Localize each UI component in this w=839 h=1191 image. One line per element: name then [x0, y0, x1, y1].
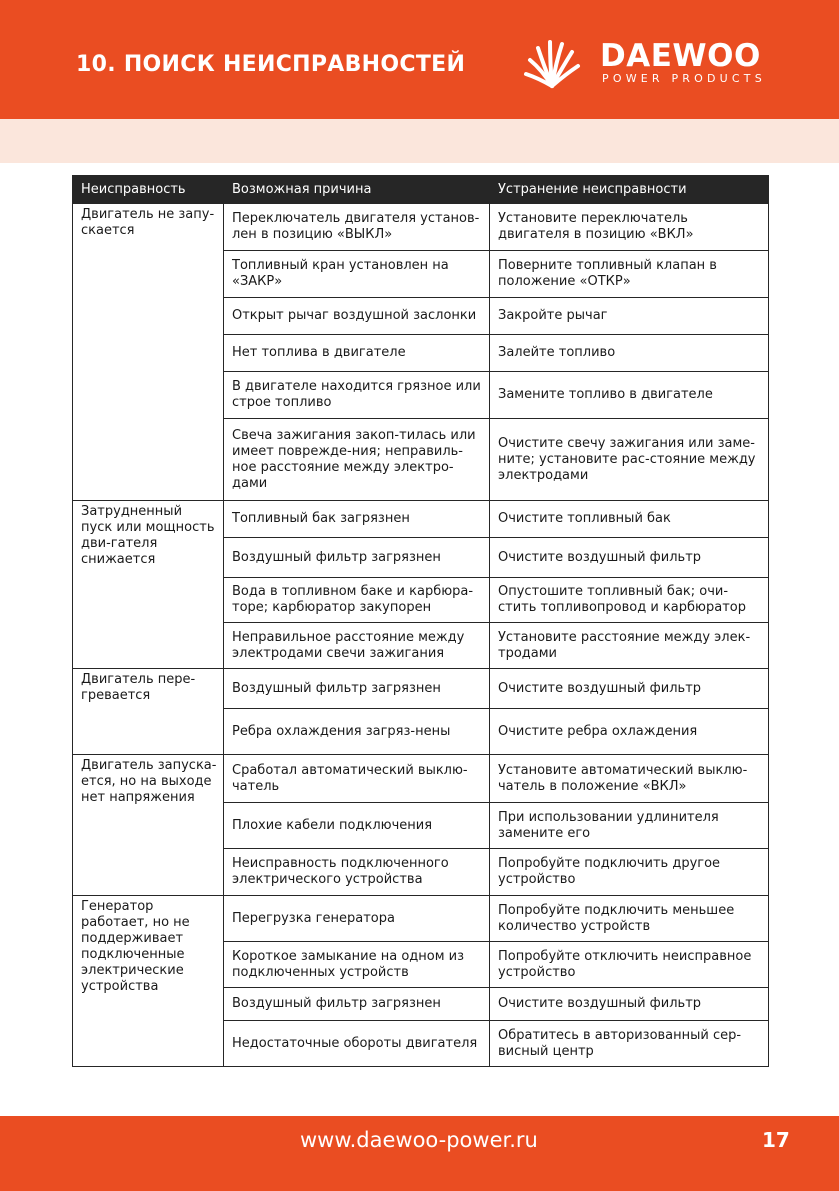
- cause-cell: Нет топлива в двигателе: [224, 335, 490, 372]
- cause-cell: Воздушный фильтр загрязнен: [224, 988, 490, 1021]
- fix-cell: Очистите воздушный фильтр: [490, 538, 769, 578]
- fix-cell: Очистите воздушный фильтр: [490, 669, 769, 709]
- fault-cell: Двигатель запуска-ется, но на выходе нет напряжения: [73, 755, 224, 896]
- cause-cell: Плохие кабели подключения: [224, 803, 490, 849]
- table-header-row: [73, 176, 769, 204]
- fix-cell: Очистите ребра охлаждения: [490, 709, 769, 755]
- fix-cell: Залейте топливо: [490, 335, 769, 372]
- fan-logo-icon: [520, 34, 584, 90]
- table-body: [73, 204, 769, 1067]
- fault-cell: Затрудненный пуск или мощность дви-гателя снижается: [73, 501, 224, 669]
- fix-cell: Обратитесь в авторизованный сер-висный центр: [490, 1021, 769, 1067]
- cause-cell: Свеча зажигания закоп-тилась или имеет поврежде-ния; неправиль-ное расстояние между электро-дами: [224, 419, 490, 501]
- cause-cell: Воздушный фильтр загрязнен: [224, 538, 490, 578]
- fix-cell: Очистите свечу зажигания или заме-ните; установите рас-стояние между электродами: [490, 419, 769, 501]
- page-header: [0, 0, 839, 119]
- table-row: [73, 501, 769, 538]
- cause-cell: Сработал автоматический выклю-чатель: [224, 755, 490, 803]
- table-row: [73, 669, 769, 709]
- column-header-cause: Возможная причина: [224, 176, 490, 204]
- column-header-fix: Устранение неисправности: [490, 176, 769, 204]
- table-row: [73, 204, 769, 251]
- page-title: 10. ПОИСК НЕИСПРАВНОСТЕЙ: [76, 52, 466, 77]
- fix-cell: Закройте рычаг: [490, 298, 769, 335]
- fix-cell: Очистите воздушный фильтр: [490, 988, 769, 1021]
- cause-cell: Перегрузка генератора: [224, 896, 490, 942]
- fix-cell: Попробуйте подключить меньшее количество устройств: [490, 896, 769, 942]
- cause-cell: В двигателе находится грязное или строе топливо: [224, 372, 490, 419]
- page-footer: [0, 1116, 839, 1191]
- fix-cell: Установите расстояние между элек-тродами: [490, 623, 769, 669]
- cause-cell: Воздушный фильтр загрязнен: [224, 669, 490, 709]
- fix-cell: При использовании удлинителя замените его: [490, 803, 769, 849]
- cause-cell: Переключатель двигателя установ-лен в позицию «ВЫКЛ»: [224, 204, 490, 251]
- cause-cell: Неисправность подключенного электрического устройства: [224, 849, 490, 896]
- cause-cell: Вода в топливном баке и карбюра-торе; карбюратор закупорен: [224, 578, 490, 623]
- cause-cell: Топливный кран установлен на «ЗАКР»: [224, 251, 490, 298]
- cause-cell: Недостаточные обороты двигателя: [224, 1021, 490, 1067]
- fault-cell: Двигатель пере-гревается: [73, 669, 224, 755]
- fix-cell: Установите автоматический выклю-чатель в положение «ВКЛ»: [490, 755, 769, 803]
- cause-cell: Неправильное расстояние между электродами свечи зажигания: [224, 623, 490, 669]
- cause-cell: Короткое замыкание на одном из подключенных устройств: [224, 942, 490, 988]
- fix-cell: Установите переключатель двигателя в позицию «ВКЛ»: [490, 204, 769, 251]
- daewoo-logo: [520, 34, 780, 94]
- website-url: www.daewoo-power.ru: [300, 1128, 538, 1152]
- table-row: [73, 755, 769, 803]
- header-band: [0, 119, 839, 163]
- fault-cell: Генератор работает, но не поддерживает подключенные электрические устройства: [73, 896, 224, 1067]
- cause-cell: Топливный бак загрязнен: [224, 501, 490, 538]
- cause-cell: Открыт рычаг воздушной заслонки: [224, 298, 490, 335]
- fault-cell: Двигатель не запу-скается: [73, 204, 224, 501]
- page-number: 17: [762, 1128, 790, 1152]
- fix-cell: Замените топливо в двигателе: [490, 372, 769, 419]
- table-row: [73, 896, 769, 942]
- fix-cell: Поверните топливный клапан в положение «ОТКР»: [490, 251, 769, 298]
- logo-subtitle: POWER PRODUCTS: [602, 72, 766, 85]
- cause-cell: Ребра охлаждения загряз-нены: [224, 709, 490, 755]
- fix-cell: Попробуйте подключить другое устройство: [490, 849, 769, 896]
- fix-cell: Попробуйте отключить неисправное устройство: [490, 942, 769, 988]
- column-header-fault: Неисправность: [73, 176, 224, 204]
- troubleshooting-table: [72, 175, 769, 1067]
- fix-cell: Опустошите топливный бак; очи-стить топливопровод и карбюратор: [490, 578, 769, 623]
- logo-wordmark: DAEWOO: [600, 38, 761, 74]
- fix-cell: Очистите топливный бак: [490, 501, 769, 538]
